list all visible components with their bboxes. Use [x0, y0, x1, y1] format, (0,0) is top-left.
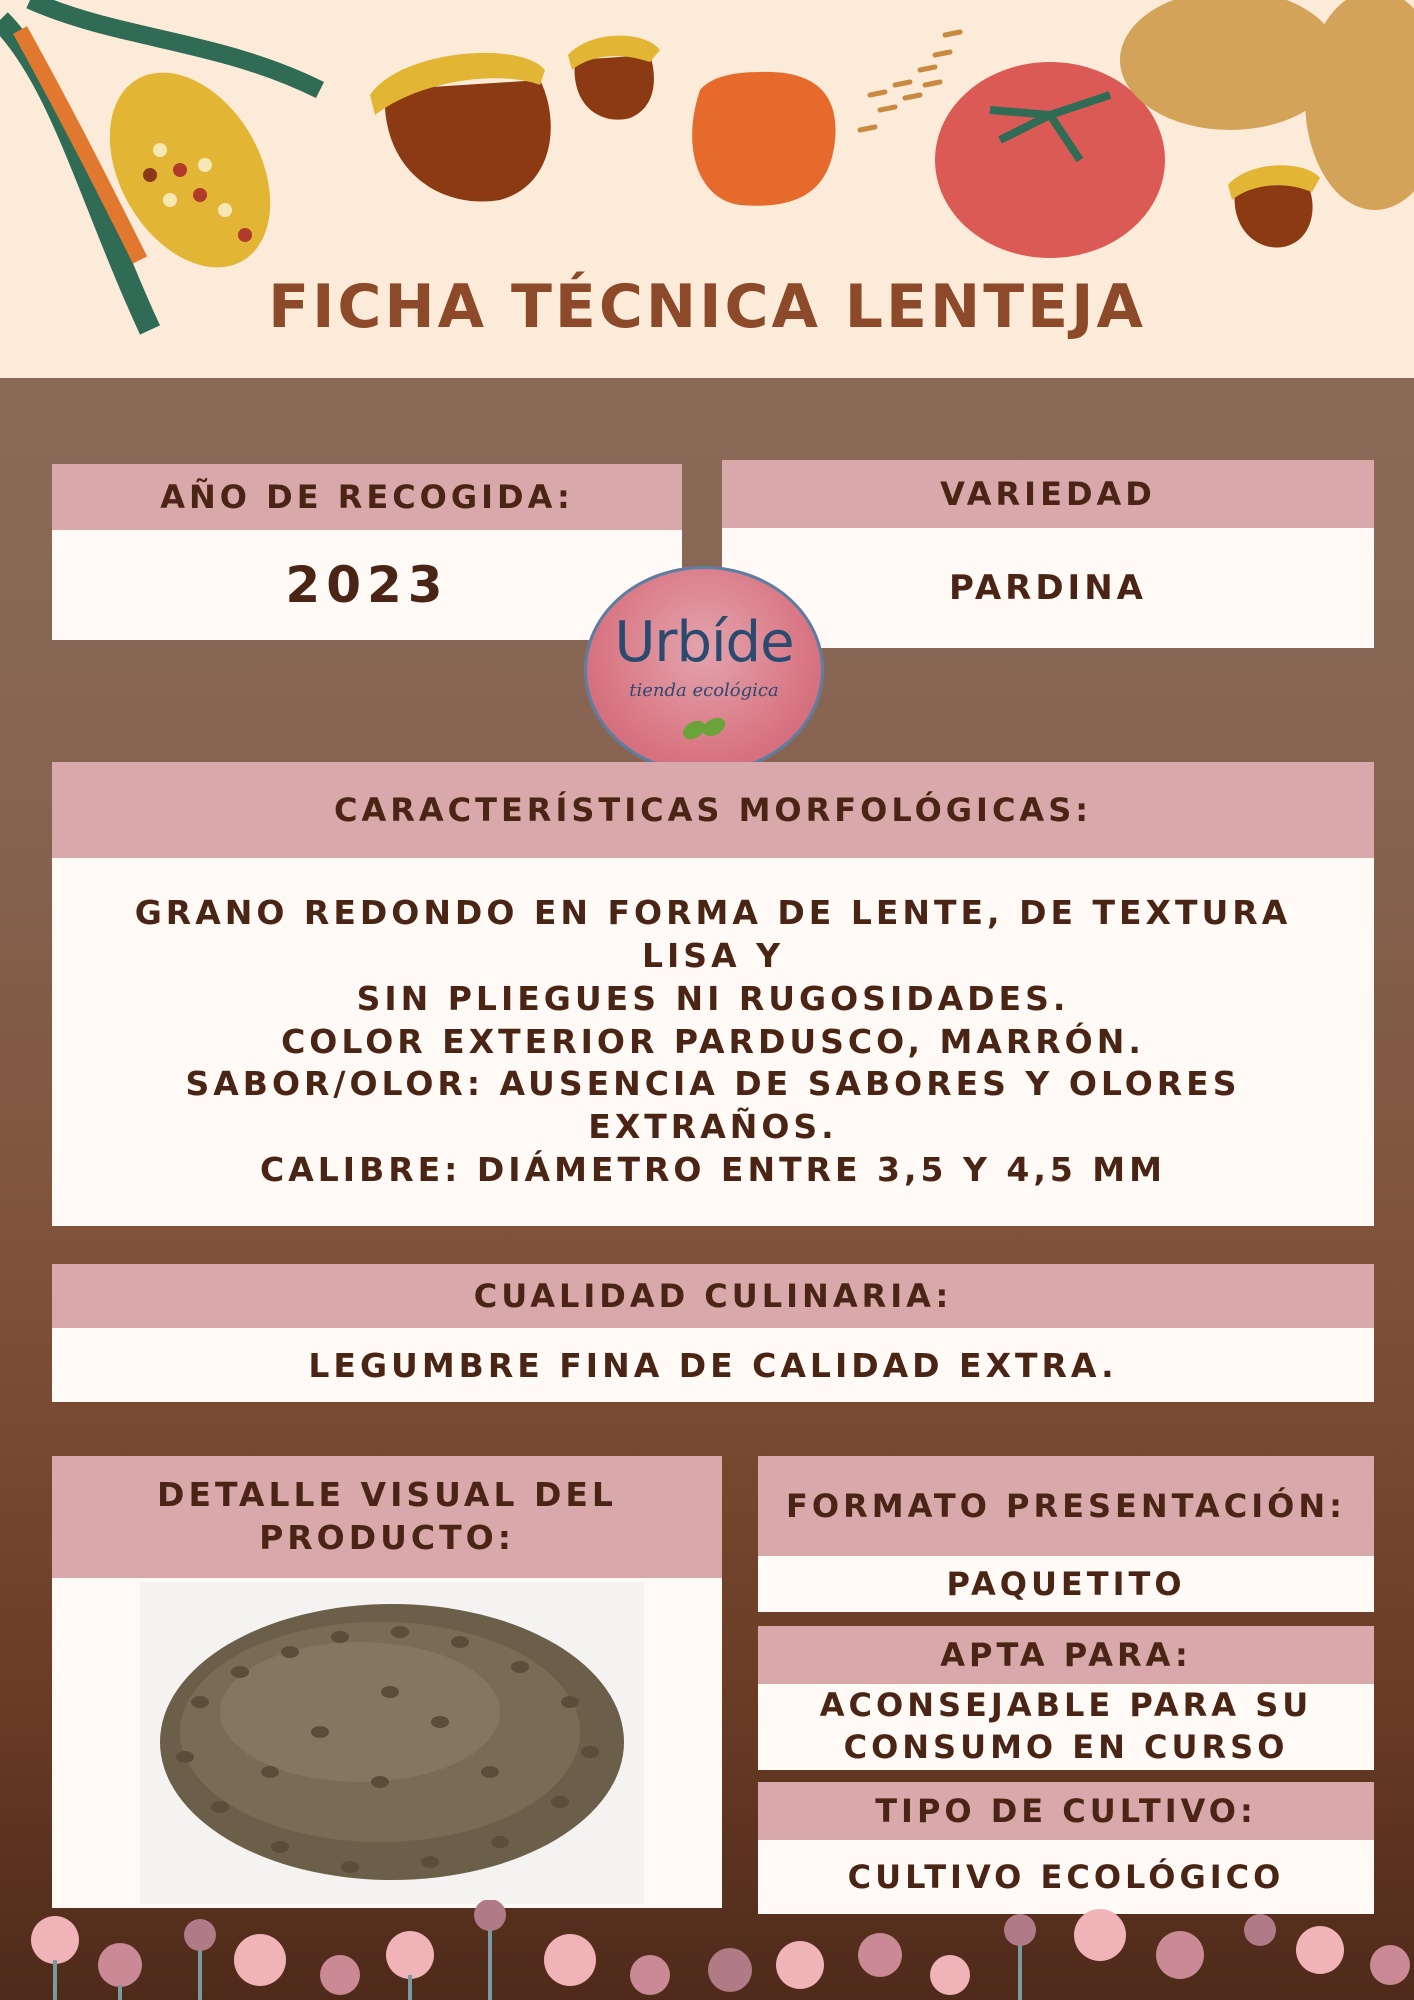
- year-label: AÑO DE RECOGIDA:: [52, 464, 682, 530]
- morphology-card: [52, 762, 1374, 1226]
- leaf-icon: [680, 714, 730, 744]
- logo-name: Urbíde: [614, 610, 794, 675]
- year-value: 2023: [52, 530, 682, 640]
- pepper-icon: [692, 72, 835, 206]
- suitable-card: [758, 1626, 1374, 1770]
- lentils-photo: [140, 1582, 644, 1904]
- potato-icon: [1305, 0, 1414, 210]
- format-label: FORMATO PRESENTACIÓN:: [758, 1456, 1374, 1556]
- logo-subtitle: tienda ecológica: [629, 680, 779, 701]
- variety-value: PARDINA: [722, 528, 1374, 648]
- acorn-icon: [370, 53, 551, 202]
- cultivation-value: CULTIVO ECOLÓGICO: [758, 1840, 1374, 1914]
- morphology-text: GRANO REDONDO EN FORMA DE LENTE, DE TEXTURA LISA Y SIN PLIEGUES NI RUGOSIDADES. COLOR EXTERIOR PARDUSCO, MARRÓN. SABOR/OLOR: AUSENCIA DE SABORES Y OLORES EXTRAÑOS. CALIBRE: DIÁMETRO ENTRE 3,5 Y 4,5 MM: [52, 858, 1374, 1226]
- product-photo-frame: [52, 1578, 722, 1908]
- cultivation-label: TIPO DE CULTIVO:: [758, 1782, 1374, 1840]
- flower-border: [0, 1900, 1414, 2000]
- tomato-icon: [935, 62, 1165, 258]
- urbide-logo: [584, 566, 824, 774]
- acorn-icon: [568, 36, 660, 120]
- morphology-label: CARACTERÍSTICAS MORFOLÓGICAS:: [52, 762, 1374, 858]
- cultivation-card: [758, 1782, 1374, 1914]
- flower-icon: [31, 1900, 1410, 2000]
- header-banner: [0, 0, 1414, 378]
- culinary-card: [52, 1264, 1374, 1402]
- format-value: PAQUETITO: [758, 1556, 1374, 1612]
- visual-card: [52, 1456, 722, 1908]
- acorn-icon: [1228, 165, 1320, 247]
- variety-label: VARIEDAD: [722, 460, 1374, 528]
- visual-label: DETALLE VISUAL DEL PRODUCTO:: [52, 1456, 722, 1578]
- suitable-value: ACONSEJABLE PARA SU CONSUMO EN CURSO: [758, 1684, 1374, 1770]
- suitable-label: APTA PARA:: [758, 1626, 1374, 1684]
- culinary-value: LEGUMBRE FINA DE CALIDAD EXTRA.: [52, 1328, 1374, 1402]
- format-card: [758, 1456, 1374, 1612]
- page-title: FICHA TÉCNICA LENTEJA: [268, 272, 1146, 342]
- culinary-label: CUALIDAD CULINARIA:: [52, 1264, 1374, 1328]
